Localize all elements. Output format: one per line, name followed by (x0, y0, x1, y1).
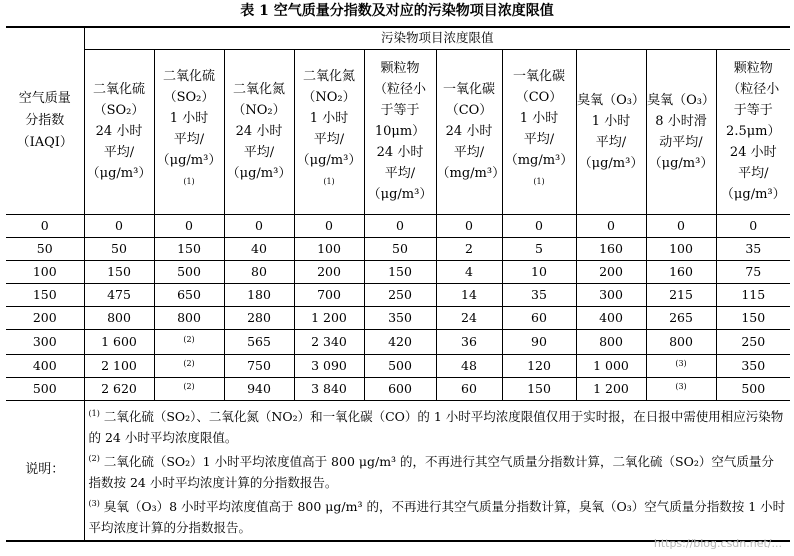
column-header-line: 动平均/ (659, 134, 703, 150)
column-header-line: 平均/ (595, 134, 627, 150)
table-row (6, 377, 790, 400)
column-header-line: 臭氧（O₃） (577, 92, 645, 108)
column-header-line: （mg/m³） (436, 166, 506, 181)
limit-value: 500 (364, 354, 436, 377)
limit-value: 100 (294, 237, 364, 260)
limit-value: 475 (84, 283, 154, 306)
limit-value: 150 (154, 237, 224, 260)
limit-value: 650 (154, 283, 224, 306)
column-header-line: 24 小时 (95, 124, 143, 139)
limit-value: 420 (364, 329, 436, 354)
column-header-line: 1 小时 (309, 111, 349, 127)
limit-value (646, 377, 716, 400)
limit-value: 215 (646, 283, 716, 306)
limit-value: 10 (502, 260, 576, 283)
footnote (89, 448, 787, 493)
table-row (6, 237, 790, 260)
limit-value: 750 (224, 354, 294, 377)
footnote-mark: (3) (88, 498, 100, 508)
limit-value: 160 (646, 260, 716, 283)
limit-value: 24 (436, 306, 502, 329)
column-header-line: 24 小时 (445, 124, 493, 139)
iaqi-header-line: 分指数 (25, 112, 65, 128)
limit-value: 0 (576, 214, 646, 237)
limit-value: 0 (646, 214, 716, 237)
iaqi-header-line: 空气质量 (18, 90, 71, 106)
limit-value: 500 (154, 260, 224, 283)
footnote-mark: (3) (675, 381, 687, 391)
group-header: 污染物项目浓度限值 (84, 27, 790, 49)
limit-value: 700 (294, 283, 364, 306)
iaqi-value: 150 (6, 283, 84, 306)
column-header-line: 二氧化氮 (302, 69, 355, 85)
footnote-mark: (2) (183, 381, 195, 391)
limit-value: 0 (294, 214, 364, 237)
limit-value: 50 (364, 237, 436, 260)
limit-value: 0 (84, 214, 154, 237)
limit-value: 250 (364, 283, 436, 306)
notes-label: 说明： (6, 400, 84, 541)
column-header-line: （μg/m³） (720, 187, 786, 202)
iaqi-value: 50 (6, 237, 84, 260)
limit-value: 35 (502, 283, 576, 306)
pollutant-column-header (646, 49, 716, 214)
column-header-line: 10μm） (374, 124, 426, 139)
column-header-line: （SO₂） (163, 90, 215, 106)
table-row (6, 306, 790, 329)
iaqi-value: 200 (6, 306, 84, 329)
limit-value (646, 354, 716, 377)
iaqi-value: 0 (6, 214, 84, 237)
column-header-line: 24 小时 (729, 145, 777, 160)
column-header-line: 平均/ (738, 166, 769, 181)
column-header-line: 臭氧（O₃） (647, 92, 715, 108)
limit-value: 940 (224, 377, 294, 400)
pollutant-column-header (502, 49, 576, 214)
column-header-line: 于等于 (380, 103, 420, 118)
column-header-line: 于等于 (733, 103, 773, 118)
limit-value: 400 (576, 306, 646, 329)
column-header-line: 平均/ (173, 132, 205, 148)
column-header-line: 二氧化硫 (92, 82, 145, 97)
limit-value (154, 377, 224, 400)
limit-value: 80 (224, 260, 294, 283)
limit-value: 0 (502, 214, 576, 237)
limit-value: 150 (716, 306, 790, 329)
pollutant-column-header (224, 49, 294, 214)
watermark: https://blog.csdn.net/... (653, 537, 782, 550)
limit-value: 5 (502, 237, 576, 260)
limit-value: 60 (436, 377, 502, 400)
limit-value: 280 (224, 306, 294, 329)
column-header-line: 平均/ (243, 145, 275, 160)
limit-value: 0 (224, 214, 294, 237)
limit-value: 2 (436, 237, 502, 260)
column-header-line: 一氧化碳 (512, 69, 565, 85)
column-header-line: 二氧化氮 (232, 82, 285, 97)
column-header-line: 1 小时 (169, 111, 209, 127)
limit-value: 150 (364, 260, 436, 283)
limit-value: 100 (646, 237, 716, 260)
limit-value: 90 (502, 329, 576, 354)
limit-value: 2 100 (84, 354, 154, 377)
iaqi-value: 400 (6, 354, 84, 377)
footnote-mark: (2) (88, 453, 100, 463)
column-header-line: （μg/m³） (578, 155, 644, 171)
column-header-line: 24 小时 (235, 124, 283, 139)
pollutant-column-header (364, 49, 436, 214)
limit-value: 600 (364, 377, 436, 400)
limit-value: 48 (436, 354, 502, 377)
notes-content (84, 400, 790, 541)
pollutant-column-header (576, 49, 646, 214)
table-row (6, 214, 790, 237)
column-header-line: （μg/m³） (648, 155, 714, 171)
limit-value (154, 354, 224, 377)
column-header-line: 一氧化碳 (442, 82, 495, 97)
limit-value: 200 (294, 260, 364, 283)
limit-value: 565 (224, 329, 294, 354)
limit-value: 120 (502, 354, 576, 377)
limit-value: 0 (716, 214, 790, 237)
limit-value: 180 (224, 283, 294, 306)
column-header-line: （CO） (515, 90, 563, 106)
table-row (6, 283, 790, 306)
limit-value: 60 (502, 306, 576, 329)
table-row (6, 354, 790, 377)
footnote-mark: (3) (675, 358, 687, 368)
limit-value: 150 (84, 260, 154, 283)
column-header-line: （粒径小 (373, 82, 426, 97)
limit-value: 3 840 (294, 377, 364, 400)
footnote-text: 二氧化硫（SO₂）1 小时平均浓度值高于 800 μg/m³ 的，不再进行其空气质量分指数计算，二氧化硫（SO₂）空气质量分指数按 24 小时平均浓度计算的分指数报告。 (88, 453, 774, 490)
limit-value: 75 (716, 260, 790, 283)
footnote-mark: (1) (533, 177, 545, 187)
footnote (89, 493, 787, 538)
column-header-line: 24 小时 (376, 145, 424, 160)
column-header-line: （NO₂） (232, 103, 286, 118)
limit-value: 1 000 (576, 354, 646, 377)
limit-value: 35 (716, 237, 790, 260)
column-header-line: 颗粒物 (733, 61, 773, 76)
pollutant-column-header (436, 49, 506, 214)
footnote (89, 403, 787, 448)
limit-value: 500 (716, 377, 790, 400)
table-row (6, 260, 790, 283)
column-header-line: $(\mu g/m^3)^{(1)}$ (296, 153, 362, 187)
column-header-line: 平均/ (103, 145, 135, 160)
limit-value: 3 090 (294, 354, 364, 377)
footnote-mark: (1) (183, 177, 195, 187)
column-header-line: 平均/ (523, 132, 555, 148)
column-header-line: 1 小时 (519, 111, 559, 127)
limit-value: 1 600 (84, 329, 154, 354)
limit-value: 250 (716, 329, 790, 354)
column-header-line: （SO₂） (93, 103, 145, 118)
limit-value: 0 (436, 214, 502, 237)
limit-value: 50 (84, 237, 154, 260)
limit-value: 0 (364, 214, 436, 237)
column-header-line: 平均/ (313, 132, 345, 148)
limit-value: 2 340 (294, 329, 364, 354)
column-header-line: $(\mu g/m^3)^{(1)}$ (156, 153, 222, 187)
table-row (6, 329, 790, 354)
limit-value: 4 (436, 260, 502, 283)
limit-value: 300 (576, 283, 646, 306)
limit-value (154, 329, 224, 354)
iaqi-header-line: （IAQI） (16, 134, 73, 150)
column-header-line: （μg/m³） (86, 166, 152, 181)
table-title: 表 1 空气质量分指数及对应的污染物项目浓度限值 (240, 3, 554, 19)
limit-value: 160 (576, 237, 646, 260)
limit-value: 800 (84, 306, 154, 329)
column-header-line: （μg/m³） (367, 187, 433, 202)
column-header-line: $(mg/m^3)^{(1)}$ (504, 153, 574, 187)
column-header-line: 8 小时滑 (655, 113, 707, 129)
column-header-line: 平均/ (453, 145, 485, 160)
column-header-line: （粒径小 (727, 82, 780, 97)
limit-value: 0 (154, 214, 224, 237)
iaqi-value: 100 (6, 260, 84, 283)
footnote-mark: (2) (183, 334, 195, 344)
aqi-limits-table (6, 26, 790, 542)
limit-value: 800 (646, 329, 716, 354)
footnote-mark: (1) (88, 408, 100, 418)
column-header-line: 颗粒物 (380, 61, 420, 76)
limit-value: 350 (716, 354, 790, 377)
limit-value: 800 (154, 306, 224, 329)
limit-value: 265 (646, 306, 716, 329)
column-header-line: 2.5μm） (726, 124, 781, 139)
limit-value: 36 (436, 329, 502, 354)
limit-value: 14 (436, 283, 502, 306)
limit-value: 350 (364, 306, 436, 329)
iaqi-value: 300 (6, 329, 84, 354)
pollutant-column-header (716, 49, 790, 214)
pollutant-column-header (294, 49, 364, 214)
limit-value: 200 (576, 260, 646, 283)
limit-value: 2 620 (84, 377, 154, 400)
notes-row (6, 400, 790, 541)
column-header-line: 平均/ (384, 166, 416, 181)
limit-value: 1 200 (576, 377, 646, 400)
footnote-mark: (1) (323, 177, 335, 187)
footnote-text: 二氧化硫（SO₂）、二氧化氮（NO₂）和一氧化碳（CO）的 1 小时平均浓度限值仅用于实时报，在日报中需使用相应污染物的 24 小时平均浓度限值。 (88, 408, 784, 445)
column-header-line: （NO₂） (302, 90, 356, 106)
limit-value: 150 (502, 377, 576, 400)
pollutant-column-header (154, 49, 224, 214)
pollutant-column-header (84, 49, 154, 214)
limit-value: 800 (576, 329, 646, 354)
limit-value: 1 200 (294, 306, 364, 329)
footnote-text: 臭氧（O₃）8 小时平均浓度值高于 800 μg/m³ 的，不再进行其空气质量分指数计算，臭氧（O₃）空气质量分指数按 1 小时平均浓度计算的分指数报告。 (88, 498, 786, 535)
limit-value: 40 (224, 237, 294, 260)
column-header-line: 1 小时 (591, 113, 631, 129)
column-header-line: （CO） (445, 103, 493, 118)
iaqi-header (6, 27, 84, 214)
limit-value: 115 (716, 283, 790, 306)
column-header-line: 二氧化硫 (162, 69, 215, 85)
footnote-mark: (2) (183, 358, 195, 368)
column-header-line: （μg/m³） (226, 166, 292, 181)
iaqi-value: 500 (6, 377, 84, 400)
